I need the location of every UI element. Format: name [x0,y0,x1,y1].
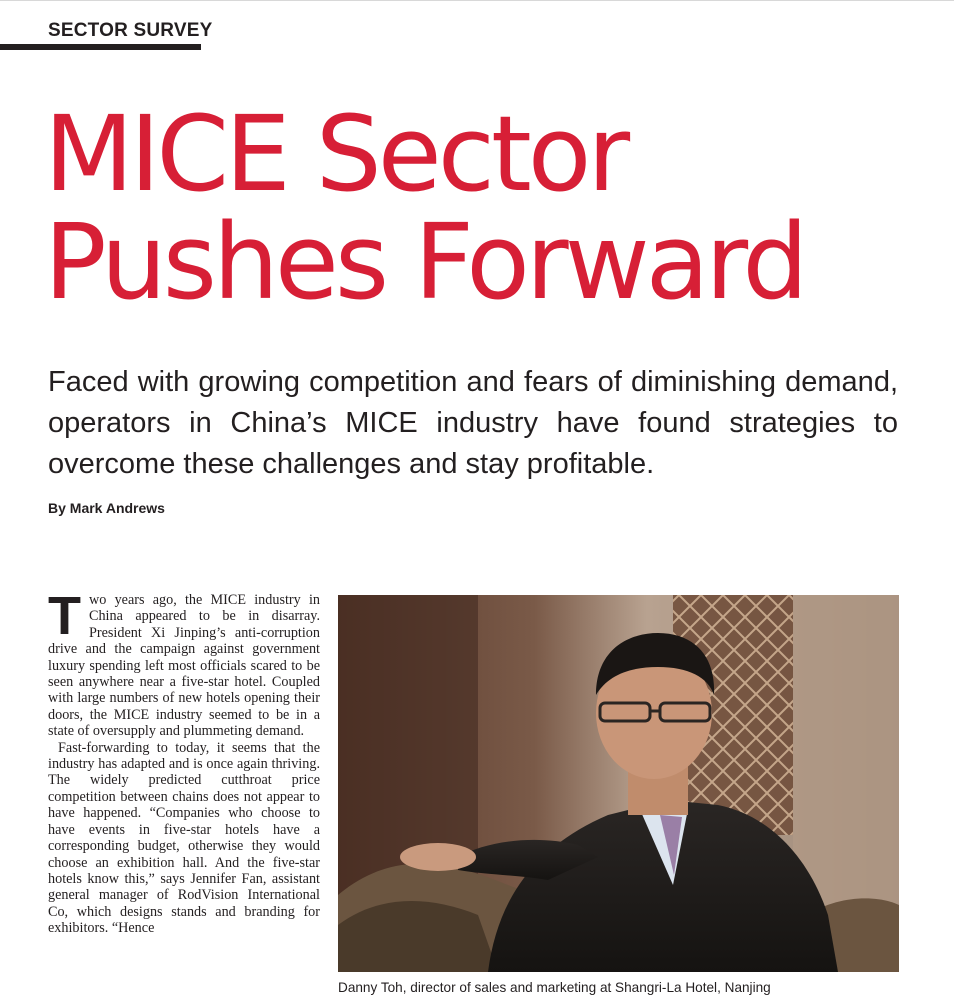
headline [44,93,805,323]
headline-line-2: Pushes Forward [44,201,805,323]
photo-caption: Danny Toh, director of sales and marketing at Shangri-La Hotel, Nanjing [338,980,771,995]
photo-illustration [338,595,899,972]
section-underline [0,44,201,50]
dropcap: T [48,592,81,646]
section-label: SECTOR SURVEY [48,20,213,41]
byline: By Mark Andrews [48,500,165,516]
paragraph-1 [48,592,320,740]
article-body [48,592,320,1000]
standfirst: Faced with growing competition and fears of diminishing demand, operators in China’s MICE industry have found strategies to overcome these challenges and stay profitable. [48,366,898,480]
article-photo [338,595,899,972]
paragraph-2: Fast-forwarding to today, it seems that the industry has adapted and is once again thriving. The widely predicted cutthroat price competition between chains does not appear to have happened. “Companies who choose to have events in five-star hotels have a corresponding budget, otherwise they would choose an exhibition hall. And the five-star hotels know this,” says Jennifer Fan, assistant general manager of RodVision International Co, which designs stands and branding for exhibitors. “Hence [48,739,320,937]
paragraph-1-text: wo years ago, the MICE industry in China appeared to be in disarray. President Xi Jinping’s anti-corruption drive and the campaign against government luxury spending left most officials scared to be seen anywhere near a five-star hotel. Coupled with large numbers of new hotels opening their doors, the MICE industry seemed to be in a state of oversupply and plummeting demand. [48,592,320,740]
headline-line-1: MICE Sector [44,93,627,215]
top-rule [0,0,954,1]
